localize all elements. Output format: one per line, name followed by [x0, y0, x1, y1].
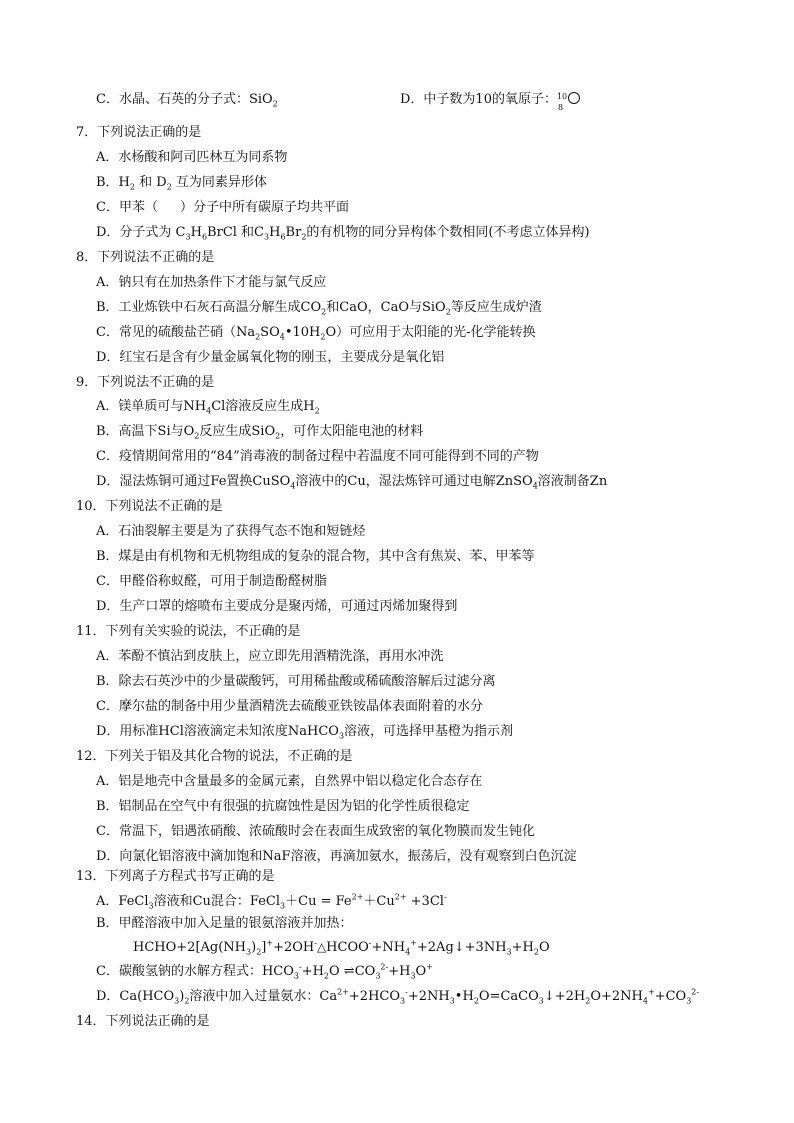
q8-option-c: C．常见的硫酸盐芒硝$(Na_2SO_4•10H_2O)$可应用于太阳能的光-化学能转换: [96, 325, 536, 342]
q9-option-d: D．湿法炼铜可通过Fe置换CuSO$_4$溶液中的Cu，湿法炼锌可通过电解ZnSO$_4$溶液制备Zn: [96, 474, 608, 491]
q11-option-a: A．苯酚不慎沾到皮肤上，应立即先用酒精洗涤，再用水冲洗: [96, 649, 444, 664]
q13-option-d: D．$Ca(HCO_3)_2$溶液中加入过量氨水：$Ca^{2+}+2HCO_3^-+2NH_3•H_2O=CaCO_3↓+2H_2O+2NH_4^++CO_3^{2-}$: [96, 987, 700, 1006]
q7-stem: 7．下列说法正确的是: [76, 125, 202, 140]
isotope-notation: 10 8: [556, 92, 568, 112]
q8-option-a: A．钠只有在加热条件下才能与氯气反应: [96, 275, 327, 290]
q6-option-d: D．中子数为10的氧原子： 10 8: [400, 91, 580, 109]
q12-stem: 12．下列关于铝及其化合物的说法，不正确的是: [76, 749, 353, 764]
q6-option-c: C．水晶、石英的分子式：SiO$_2$: [96, 92, 278, 109]
q13-option-a: A．FeCl$_3$溶液和Cu混合：FeCl$_3$＋Cu = $Fe^{2+}+Cu^{2+} +3Cl^-$: [96, 892, 447, 911]
q9-option-c: C．疫情期间常用的“84”消毒液的制备过程中若温度不同可能得到不同的产物: [96, 449, 539, 464]
q13-option-c: C．碳酸氢钠的水解方程式：$HCO_3^-+H_2O$ $\rightleftharpoons CO_3^{2-}+H_3O^+$: [96, 962, 433, 981]
q12-option-a: A．铝是地壳中含量最多的金属元素，自然界中铝以稳定化合态存在: [96, 774, 483, 789]
q12-option-c: C．常温下，铝遇浓硝酸、浓硫酸时会在表面生成致密的氧化物膜而发生钝化: [96, 824, 535, 839]
q14-stem: 14．下列说法正确的是: [76, 1014, 210, 1029]
q9-stem: 9．下列说法不正确的是: [76, 375, 215, 390]
q12-option-b: B．铝制品在空气中有很强的抗腐蚀性是因为铝的化学性质很稳定: [96, 799, 470, 814]
q13-option-b: B．甲醛溶液中加入足量的银氨溶液并加热：: [96, 916, 353, 931]
heat-arrow-icon: △: [316, 940, 327, 954]
q10-option-b: B．煤是由有机物和无机物组成的复杂的混合物，其中含有焦炭、苯、甲苯等: [96, 549, 535, 564]
q7-option-d: D．分子式为 $C_3H_6BrCl$ 和$C_3H_6Br_2$的有机物的同分异构体个数相同(不考虑立体异构): [96, 225, 590, 242]
q12-option-d: D．向氯化铝溶液中滴加饱和NaF溶液，再滴加氨水，振荡后，没有观察到白色沉淀: [96, 849, 577, 864]
q10-option-d: D．生产口罩的熔喷布主要成分是聚丙烯，可通过丙烯加聚得到: [96, 599, 458, 614]
q7-option-c: C．甲苯（ ）分子中所有碳原子均共平面: [96, 200, 349, 215]
q8-option-b: B．工业炼铁中石灰石高温分解生成$CO_2$和CaO，CaO与SiO$_2$等反应生成炉渣: [96, 300, 542, 317]
q13-stem: 13．下列离子方程式书写正确的是: [76, 869, 275, 884]
q9-option-a: A．镁单质可与$NH_4Cl$溶液反应生成$H_2$: [96, 399, 320, 416]
q11-stem: 11．下列有关实验的说法，不正确的是: [76, 624, 301, 639]
q10-option-c: C．甲醛俗称蚁醛，可用于制造酚醛树脂: [96, 574, 327, 589]
q10-option-a: A．石油裂解主要是为了获得气态不饱和短链烃: [96, 524, 366, 539]
q13-option-b-equation: $HCHO+2[Ag(NH_3)_2]^++2OH^-\triangle HCOO^-+NH_4^++2Ag↓+3NH_3+H_2O$: [133, 938, 550, 957]
q7-option-b: B．$H_2$ 和 $D_2$ 互为同素异形体: [96, 175, 267, 192]
q8-option-d: D．红宝石是含有少量金属氧化物的刚玉，主要成分是氧化铝: [96, 350, 445, 365]
q11-option-d: D．用标准HCl溶液滴定未知浓度NaHCO$_3$溶液，可选择甲基橙为指示剂: [96, 724, 514, 741]
q10-stem: 10．下列说法不正确的是: [76, 499, 223, 514]
q9-option-b: B．高温下Si与$O_2$反应生成SiO$_2$，可作太阳能电池的材料: [96, 424, 424, 441]
q11-option-b: B．除去石英沙中的少量碳酸钙，可用稀盐酸或稀硫酸溶解后过滤分离: [96, 674, 496, 689]
oxygen-symbol-circle: [568, 92, 580, 104]
q11-option-c: C．摩尔盐的制备中用少量酒精洗去硫酸亚铁铵晶体表面附着的水分: [96, 699, 483, 714]
q7-option-a: A．水杨酸和阿司匹林互为同系物: [96, 150, 288, 165]
q8-stem: 8．下列说法不正确的是: [76, 250, 215, 265]
